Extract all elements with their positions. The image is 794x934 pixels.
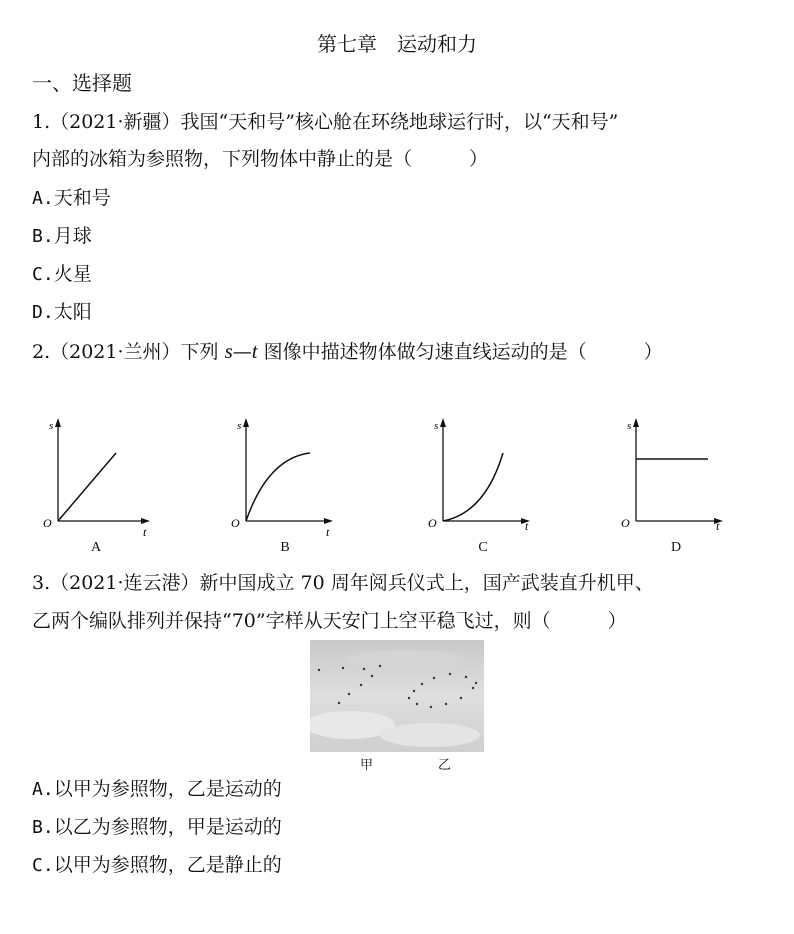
- q3-stem-line2: 乙两个编队排列并保持“70”字样从天安门上空平稳飞过，则（ ）: [32, 610, 627, 632]
- graph-a-label: A: [90, 540, 102, 555]
- s-symbol: s: [224, 339, 233, 363]
- graph-d: [618, 413, 738, 538]
- q1-option-a[interactable]: A.天和号: [32, 187, 111, 209]
- graph-b: [228, 413, 348, 538]
- graph-b-curve: [246, 453, 310, 521]
- q3-option-c[interactable]: C.以甲为参照物，乙是静止的: [32, 854, 282, 876]
- graph-b-y-label: s: [237, 420, 242, 432]
- q3-option-b[interactable]: B.以乙为参照物，甲是运动的: [32, 816, 282, 838]
- graph-a-x-label: t: [143, 525, 147, 538]
- q1-stem-line2: 内部的冰箱为参照物，下列物体中静止的是（ ）: [32, 148, 489, 170]
- photo-label-yi: 乙: [438, 758, 452, 773]
- q1-option-c[interactable]: C.火星: [32, 263, 92, 285]
- helicopter-formation-photo: [310, 640, 484, 752]
- q3-option-a[interactable]: A.以甲为参照物，乙是运动的: [32, 778, 282, 800]
- graph-c: [425, 413, 545, 538]
- q1-option-d[interactable]: D.太阳: [32, 301, 92, 323]
- page-title: 第七章 运动和力: [317, 32, 477, 56]
- graph-d-label: D: [670, 540, 682, 555]
- q2-stem: 2.（2021·兰州）下列 s—t 图像中描述物体做匀速直线运动的是（ ）: [32, 339, 663, 363]
- graph-c-label: C: [478, 540, 488, 555]
- q1-stem-line1: 1.（2021·新疆）我国“天和号”核心舱在环绕地球运行时，以“天和号”: [32, 111, 619, 133]
- graph-d-x-label: t: [716, 519, 720, 533]
- graph-c-y-label: s: [434, 420, 439, 432]
- q3-stem-line1: 3.（2021·连云港）新中国成立 70 周年阅兵仪式上，国产武装直升机甲、: [32, 572, 654, 594]
- t-symbol: t: [251, 339, 258, 363]
- graph-a: [40, 413, 160, 538]
- graph-a-y-label: s: [49, 420, 54, 432]
- graph-d-y-label: s: [627, 420, 632, 432]
- section-heading: 一、选择题: [32, 71, 132, 95]
- graph-b-label: B: [280, 540, 290, 555]
- graph-b-origin: O: [231, 516, 240, 530]
- graph-d-origin: O: [621, 516, 630, 530]
- graph-c-origin: O: [428, 516, 437, 530]
- photo-label-jia: 甲: [360, 758, 374, 773]
- q1-option-b[interactable]: B.月球: [32, 225, 92, 247]
- graph-c-x-label: t: [525, 519, 529, 533]
- graph-a-curve: [58, 453, 116, 521]
- graph-c-curve: [443, 453, 503, 521]
- graph-a-origin: O: [43, 516, 52, 530]
- graph-b-x-label: t: [326, 525, 330, 538]
